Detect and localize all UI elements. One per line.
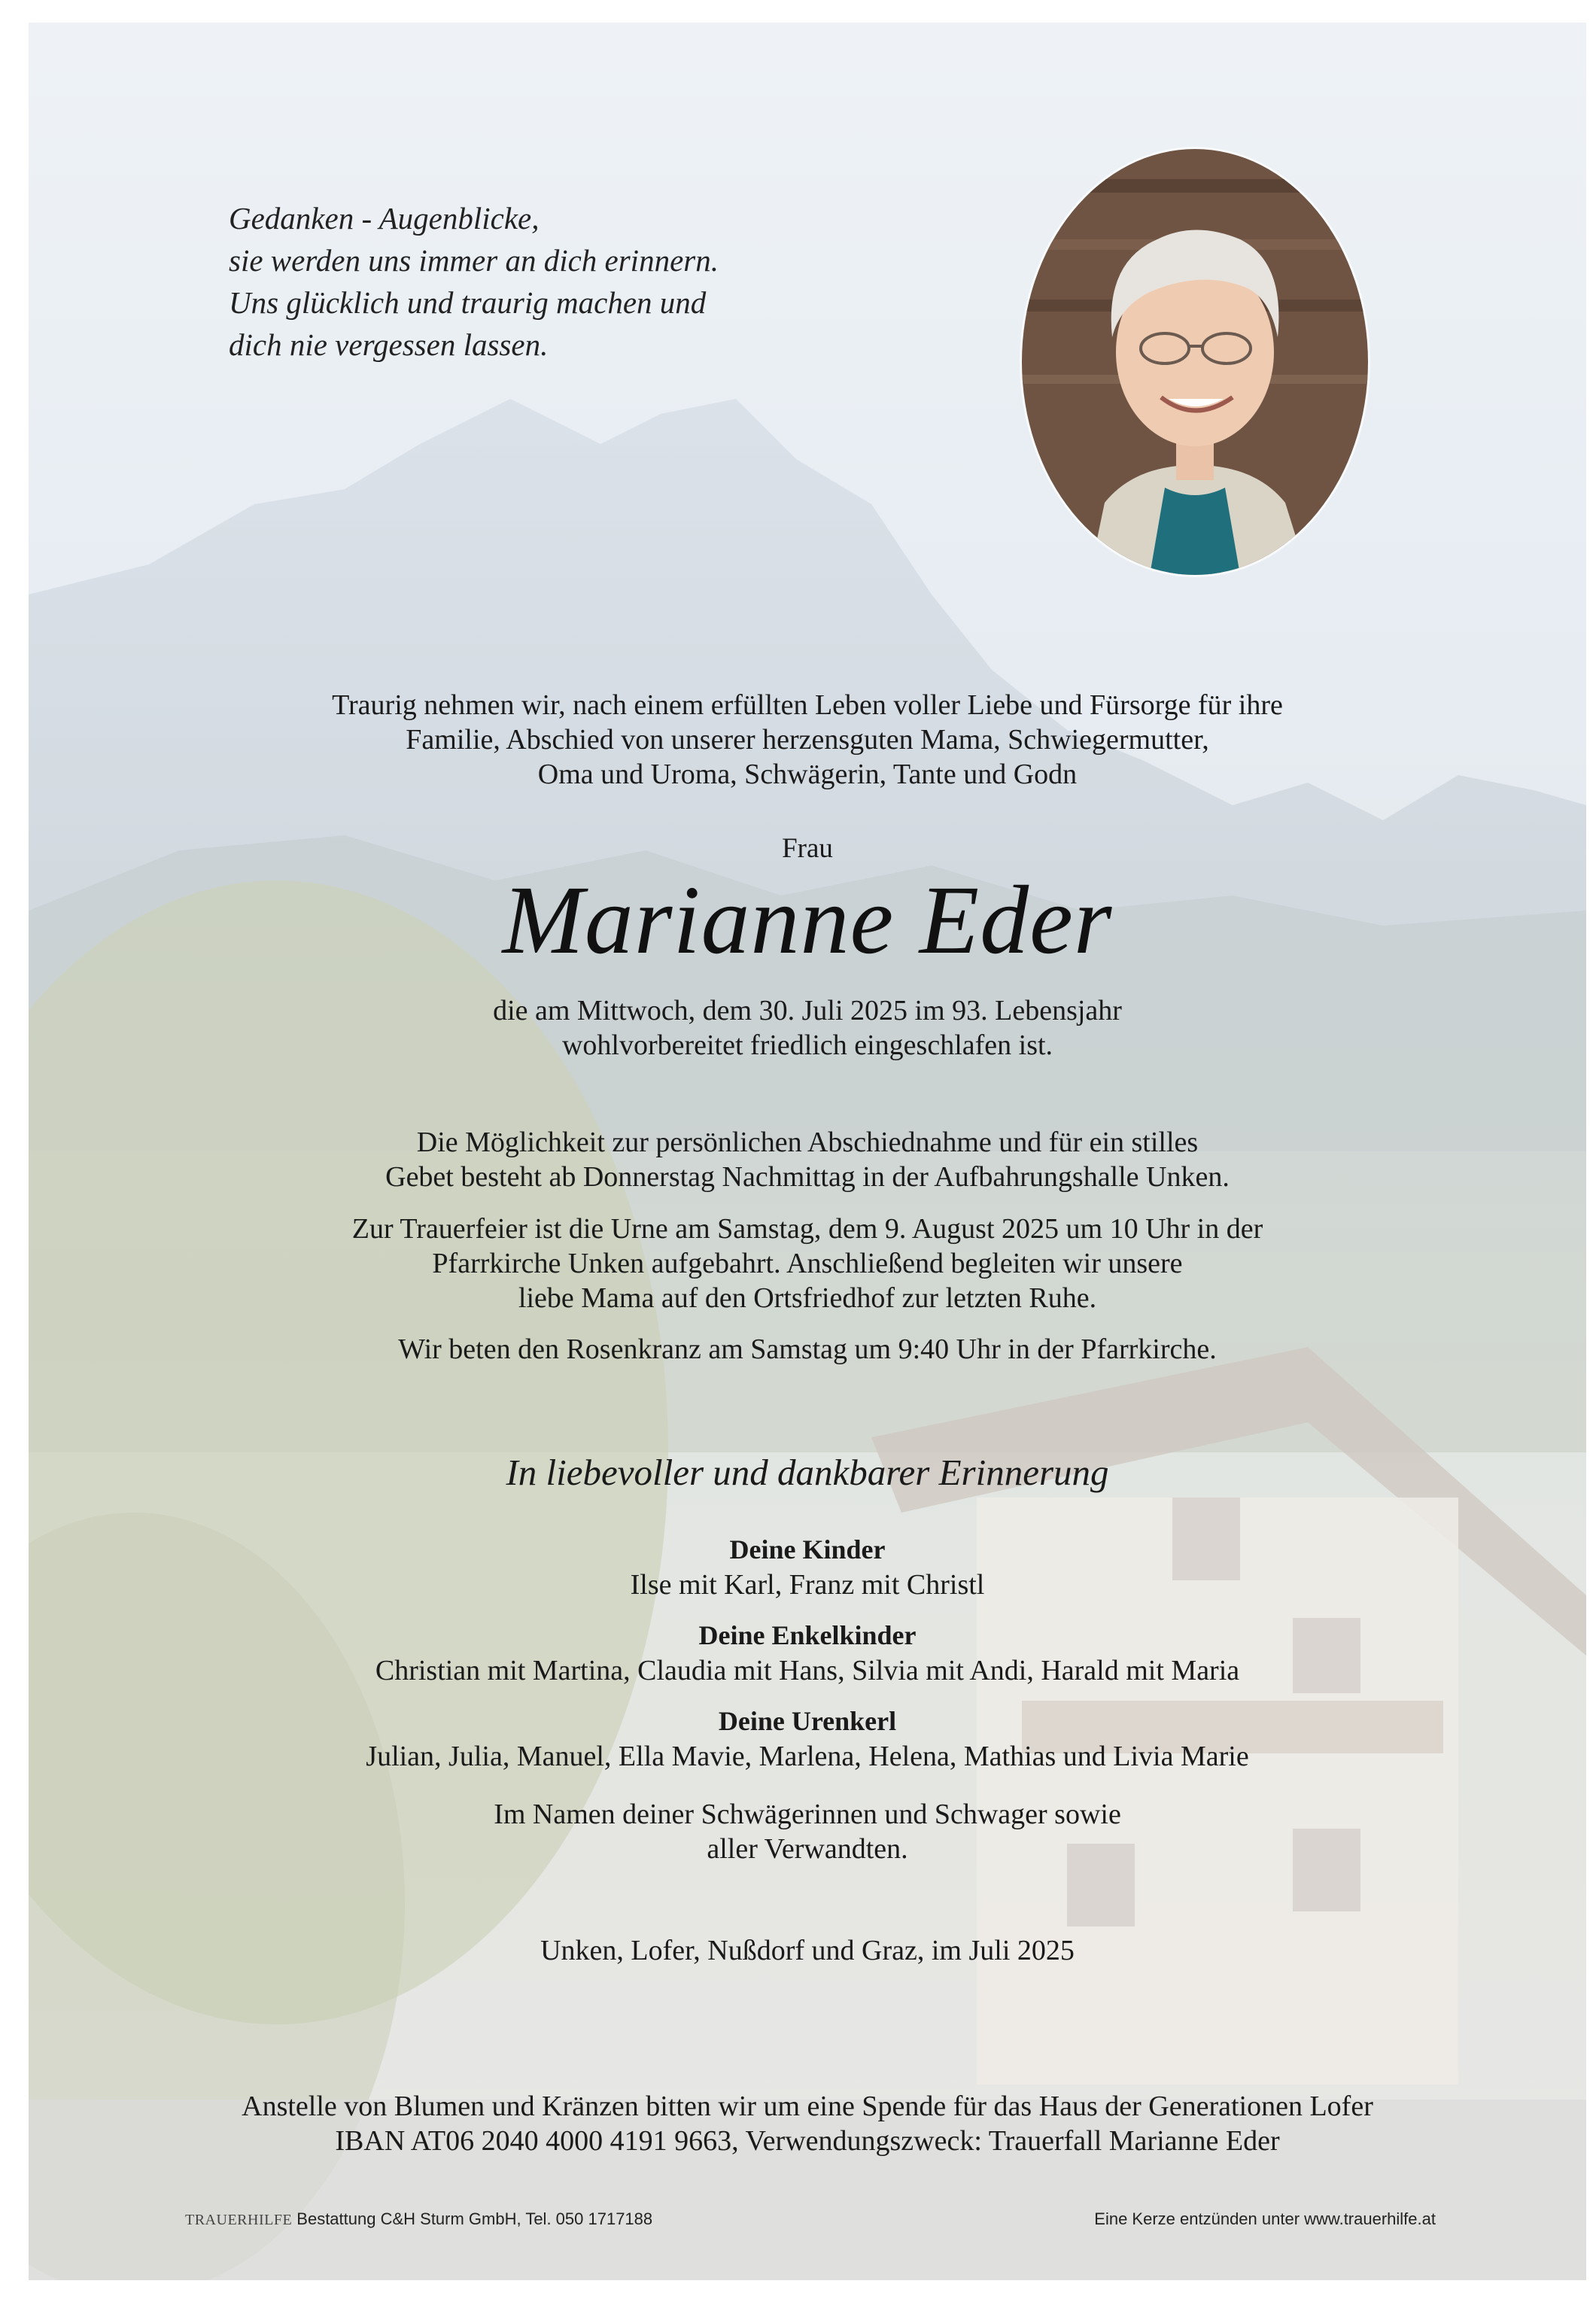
poem: [229, 197, 755, 366]
mourner-group-title: Deine Enkelkinder: [698, 1620, 917, 1650]
memory-heading: In liebevoller und dankbarer Erinnerung: [506, 1452, 1109, 1493]
poem-line: Gedanken - Augenblicke,: [229, 201, 540, 236]
trauerhilfe-logo: TRAUERHILFE: [185, 2212, 293, 2228]
poem-line: dich nie vergessen lassen.: [229, 327, 549, 362]
donation-iban: IBAN AT06 2040 4000 4191 9663, Verwendungszweck: Trauerfall Marianne Eder: [335, 2125, 1280, 2157]
funeral-line: Pfarrkirche Unken aufgebahrt. Anschließend begleiten wir unsere: [432, 1248, 1183, 1279]
portrait-photo: [1022, 149, 1368, 575]
funeral-home-contact: Bestattung C&H Sturm GmbH, Tel. 050 1717188: [292, 2209, 653, 2228]
mourner-group-names: Christian mit Martina, Claudia mit Hans, Silvia mit Andi, Harald mit Maria: [375, 1655, 1240, 1686]
death-notice: [29, 993, 1586, 1063]
intro-line: Familie, Abschied von unserer herzensguten Mama, Schwiegermutter,: [406, 724, 1209, 756]
on-behalf-text: [29, 1797, 1586, 1866]
obituary-page: [29, 23, 1586, 2280]
donation-request: [29, 2089, 1586, 2158]
death-notice-line: die am Mittwoch, dem 30. Juli 2025 im 93. Lebensjahr: [493, 995, 1122, 1026]
candle-link[interactable]: Eine Kerze entzünden unter www.trauerhilfe.at: [1094, 2209, 1436, 2228]
viewing-line: Gebet besteht ab Donnerstag Nachmittag in der Aufbahrungshalle Unken.: [385, 1161, 1230, 1193]
mourner-group-names: Julian, Julia, Manuel, Ella Mavie, Marlena, Helena, Mathias und Livia Marie: [366, 1741, 1249, 1772]
funeral-home-credit: [185, 2209, 652, 2229]
portrait-illustration: [1022, 149, 1368, 575]
rosary-info: Wir beten den Rosenkranz am Samstag um 9:40 Uhr in der Pfarrkirche.: [398, 1333, 1217, 1365]
salutation: Frau: [782, 833, 833, 864]
funeral-line: Zur Trauerfeier ist die Urne am Samstag, dem 9. August 2025 um 10 Uhr in der: [351, 1213, 1263, 1245]
on-behalf-line: aller Verwandten.: [707, 1833, 908, 1865]
poem-line: Uns glücklich und traurig machen und: [229, 285, 707, 320]
viewing-line: Die Möglichkeit zur persönlichen Abschiednahme und für ein stilles: [416, 1127, 1199, 1158]
deceased-name: Marianne Eder: [502, 866, 1113, 975]
death-notice-line: wohlvorbereitet friedlich eingeschlafen ist.: [561, 1029, 1053, 1061]
intro-line: Oma und Uroma, Schwägerin, Tante und Godn: [537, 759, 1078, 790]
donation-line: Anstelle von Blumen und Kränzen bitten wir um eine Spende für das Haus der Generationen Lofer: [242, 2091, 1373, 2122]
on-behalf-line: Im Namen deiner Schwägerinnen und Schwager sowie: [494, 1799, 1121, 1830]
mourner-group-title: Deine Urenkerl: [718, 1706, 897, 1736]
intro-line: Traurig nehmen wir, nach einem erfüllten Leben voller Liebe und Fürsorge für ihre: [332, 689, 1283, 721]
viewing-info: [29, 1125, 1586, 1194]
poem-line: sie werden uns immer an dich erinnern.: [229, 243, 719, 278]
mourner-group-names: Ilse mit Karl, Franz mit Christl: [630, 1569, 985, 1601]
place-date: Unken, Lofer, Nußdorf und Graz, im Juli 2025: [540, 1935, 1075, 1966]
intro-text: [29, 688, 1586, 792]
mourner-group-title: Deine Kinder: [729, 1534, 886, 1565]
funeral-info: [29, 1212, 1586, 1315]
funeral-line: liebe Mama auf den Ortsfriedhof zur letzten Ruhe.: [518, 1282, 1097, 1314]
